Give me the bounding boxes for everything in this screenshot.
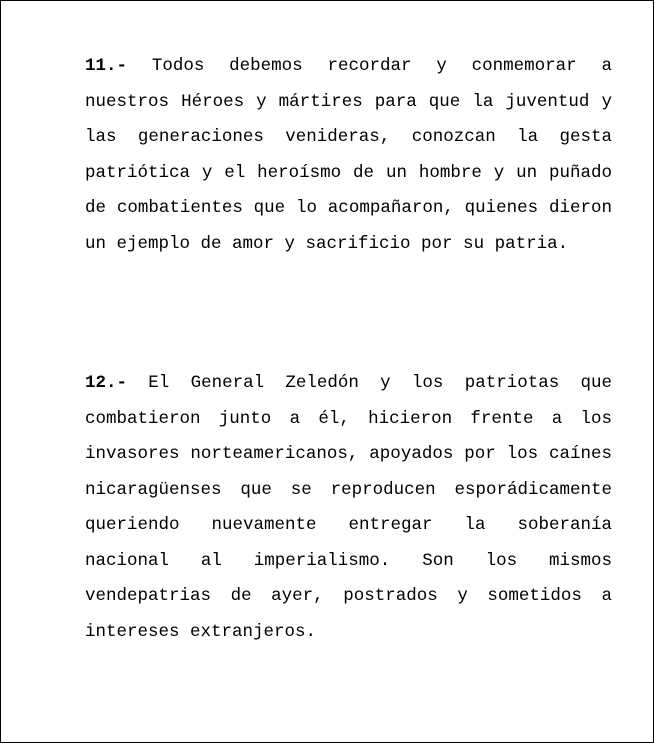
paragraph-11 [85, 49, 612, 262]
paragraph-12 [85, 366, 612, 650]
paragraph-number: 12.- [85, 373, 128, 393]
paragraph-number: 11.- [85, 56, 128, 76]
paragraph-text: El General Zeledón y los patriotas que combatieron junto a él, hicieron frente a los invasores norteamericanos, apoyados por los caínes nicaragüenses que se reproducen esporádicamente queriendo nuevamente entregar la soberanía nacional al imperialismo. Son los mismos vendepatrias de ayer, postrados y sometidos a intereses extranjeros. [85, 373, 612, 642]
paragraph-text: Todos debemos recordar y conmemorar a nuestros Héroes y mártires para que la juventud y las generaciones venideras, conozcan la gesta patriótica y el heroísmo de un hombre y un puñado de combatientes que lo acompañaron, quienes dieron un ejemplo de amor y sacrificio por su patria. [85, 56, 612, 254]
